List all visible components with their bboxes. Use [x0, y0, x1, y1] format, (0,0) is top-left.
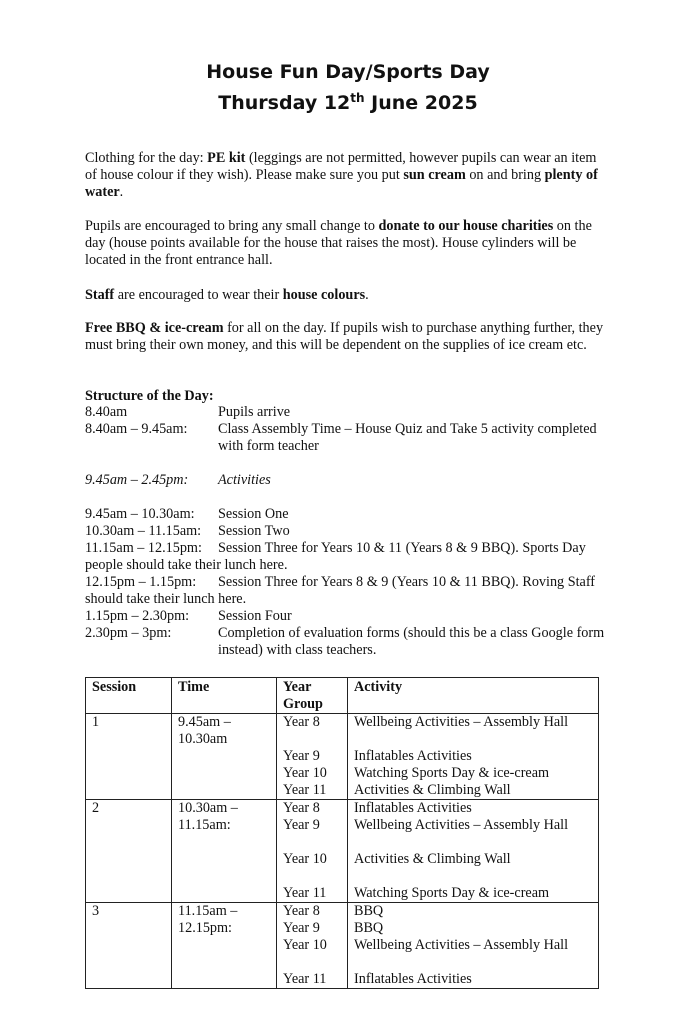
- activity-cell: [348, 903, 599, 989]
- activity-line: [354, 954, 592, 971]
- schedule-time: 9.45am – 10.30am:: [85, 506, 195, 522]
- schedule-time: 9.45am – 2.45pm:: [85, 472, 189, 488]
- schedule-desc: Session Four: [218, 608, 292, 624]
- schedule-row-session-one: [85, 506, 605, 523]
- schedule-desc: Class Assembly Time – House Quiz and Take 5 activity completed with form teacher: [218, 421, 597, 454]
- bbq-text-1: for all on the day. If pupils wish to purchase anything further, they must bring their own money, and this will be dependent on the supplies of ice cream etc.: [85, 320, 604, 353]
- activity-line: Activities & Climbing Wall: [354, 851, 511, 867]
- sessions-table: [85, 677, 599, 989]
- page-subtitle-date: [0, 91, 696, 114]
- staff-paragraph: [85, 287, 605, 304]
- clothing-text-2: (leggings are not permitted, however pupils can wear an item of house colour if they wish). Please make sure you put: [85, 150, 597, 183]
- clothing-text-3: on and bring: [465, 167, 545, 183]
- time-line: 9.45am –: [178, 714, 231, 730]
- schedule-heading: Structure of the Day:: [85, 388, 214, 404]
- activity-line: BBQ: [354, 920, 384, 936]
- header-session: Session: [86, 678, 172, 714]
- time-cell: [172, 800, 277, 903]
- year-group-line: Year 10: [283, 851, 327, 867]
- date-ordinal: th: [350, 91, 365, 105]
- schedule-row-session-four: [85, 608, 605, 625]
- activity-line: Wellbeing Activities – Assembly Hall: [354, 937, 569, 953]
- date-prefix: Thursday 12: [218, 92, 351, 114]
- session-number: 1: [92, 714, 100, 730]
- schedule-time: 8.40am: [85, 404, 128, 420]
- header-time: Time: [172, 678, 277, 714]
- header-year-group: [277, 678, 348, 714]
- staff-text-2: .: [365, 287, 369, 303]
- schedule-desc: Session Two: [218, 523, 290, 539]
- charity-bold-1: donate to our house charities: [378, 218, 554, 234]
- schedule-row-arrive: [85, 404, 605, 421]
- schedule-desc: Session Three for Years 10 & 11 (Years 8 & 9 BBQ). Sports Day people should take their lunch here.: [85, 540, 586, 573]
- activity-line: [354, 834, 592, 851]
- activity-line: Activities & Climbing Wall: [354, 782, 511, 798]
- staff-text-1: are encouraged to wear their: [114, 287, 283, 303]
- clothing-paragraph: [85, 150, 605, 201]
- activity-line: Watching Sports Day & ice-cream: [354, 765, 550, 781]
- charity-text-2: on the day (house points available for the house that raises the most). House cylinders will be located in the front entrance hall.: [85, 218, 592, 268]
- activity-line: BBQ: [354, 903, 384, 919]
- table-row: [86, 903, 599, 989]
- schedule-time: 8.40am – 9.45am:: [85, 421, 188, 437]
- schedule-row-evaluation: [85, 625, 605, 659]
- schedule-desc: Pupils arrive: [218, 404, 291, 420]
- staff-bold-2: house colours: [282, 287, 366, 303]
- bbq-paragraph: [85, 320, 605, 354]
- schedule-row-session-three: [85, 540, 605, 574]
- schedule-desc: Session Three for Years 8 & 9 (Years 10 & 11 BBQ). Roving Staff should take their lunch here.: [85, 574, 596, 607]
- year-group-cell: [277, 800, 348, 903]
- schedule-desc: Session One: [218, 506, 289, 522]
- session-number: 3: [92, 903, 100, 919]
- clothing-bold-1: PE kit: [207, 150, 246, 166]
- activity-line: Inflatables Activities: [354, 971, 472, 987]
- schedule-list: [85, 404, 605, 659]
- schedule-row-assembly: [85, 421, 605, 455]
- year-group-line: Year 9: [283, 748, 320, 764]
- time-line: 11.15am –: [178, 903, 238, 919]
- year-group-cell: [277, 903, 348, 989]
- time-line: 11.15am:: [178, 817, 231, 833]
- activity-cell: [348, 800, 599, 903]
- year-group-line: [283, 954, 341, 971]
- activity-line: Watching Sports Day & ice-cream: [354, 885, 550, 901]
- schedule-row-activities: [85, 472, 605, 489]
- schedule-time: 12.15pm – 1.15pm:: [85, 574, 197, 590]
- date-suffix: June 2025: [364, 92, 478, 114]
- time-cell: [172, 714, 277, 800]
- activity-line: Wellbeing Activities – Assembly Hall: [354, 714, 569, 730]
- schedule-desc: Activities: [218, 472, 271, 488]
- time-cell: [172, 903, 277, 989]
- year-group-line: Year 11: [283, 782, 327, 798]
- activity-line: [354, 868, 592, 885]
- activity-line: [354, 731, 592, 748]
- session-number: 2: [92, 800, 100, 816]
- schedule-time: 2.30pm – 3pm:: [85, 625, 172, 641]
- schedule-time: 1.15pm – 2.30pm:: [85, 608, 190, 624]
- time-line: 10.30am –: [178, 800, 238, 816]
- year-group-line: Year 10: [283, 765, 327, 781]
- year-group-line: Year 10: [283, 937, 327, 953]
- clothing-text-1: Clothing for the day:: [85, 150, 208, 166]
- year-group-cell: [277, 714, 348, 800]
- schedule-row-session-three-b: [85, 574, 605, 608]
- schedule-time: 11.15am – 12.15pm:: [85, 540, 202, 556]
- year-group-line: [283, 731, 341, 748]
- year-group-line: Year 8: [283, 903, 320, 919]
- table-row: [86, 800, 599, 903]
- header-year-group-line2: Group: [283, 696, 323, 712]
- header-activity: Activity: [348, 678, 599, 714]
- activity-line: Inflatables Activities: [354, 748, 472, 764]
- session-cell: [86, 903, 172, 989]
- staff-bold-1: Staff: [85, 287, 115, 303]
- year-group-line: [283, 834, 341, 851]
- header-year-group-line1: Year: [283, 679, 312, 695]
- activity-line: Inflatables Activities: [354, 800, 472, 816]
- clothing-bold-3: plenty of water: [85, 167, 598, 200]
- time-line: 12.15pm:: [178, 920, 232, 936]
- schedule-row-session-two: [85, 523, 605, 540]
- charity-paragraph: [85, 218, 605, 269]
- schedule-desc: Completion of evaluation forms (should this be a class Google form instead) with class teachers.: [218, 625, 605, 658]
- time-line: 10.30am: [178, 731, 228, 747]
- bbq-bold-1: Free BBQ & ice-cream: [85, 320, 224, 336]
- session-cell: [86, 800, 172, 903]
- year-group-line: Year 8: [283, 800, 320, 816]
- table-row: [86, 714, 599, 800]
- year-group-line: Year 11: [283, 971, 327, 987]
- year-group-line: [283, 868, 341, 885]
- table-header-row: [86, 678, 599, 714]
- session-cell: [86, 714, 172, 800]
- year-group-line: Year 9: [283, 817, 320, 833]
- charity-text-1: Pupils are encouraged to bring any small change to: [85, 218, 379, 234]
- clothing-bold-2: sun cream: [403, 167, 466, 183]
- year-group-line: Year 11: [283, 885, 327, 901]
- page-title: House Fun Day/Sports Day: [206, 61, 490, 83]
- year-group-line: Year 8: [283, 714, 320, 730]
- clothing-text-4: .: [119, 184, 124, 200]
- schedule-time: 10.30am – 11.15am:: [85, 523, 202, 539]
- year-group-line: Year 9: [283, 920, 320, 936]
- activity-cell: [348, 714, 599, 800]
- activity-line: Wellbeing Activities – Assembly Hall: [354, 817, 569, 833]
